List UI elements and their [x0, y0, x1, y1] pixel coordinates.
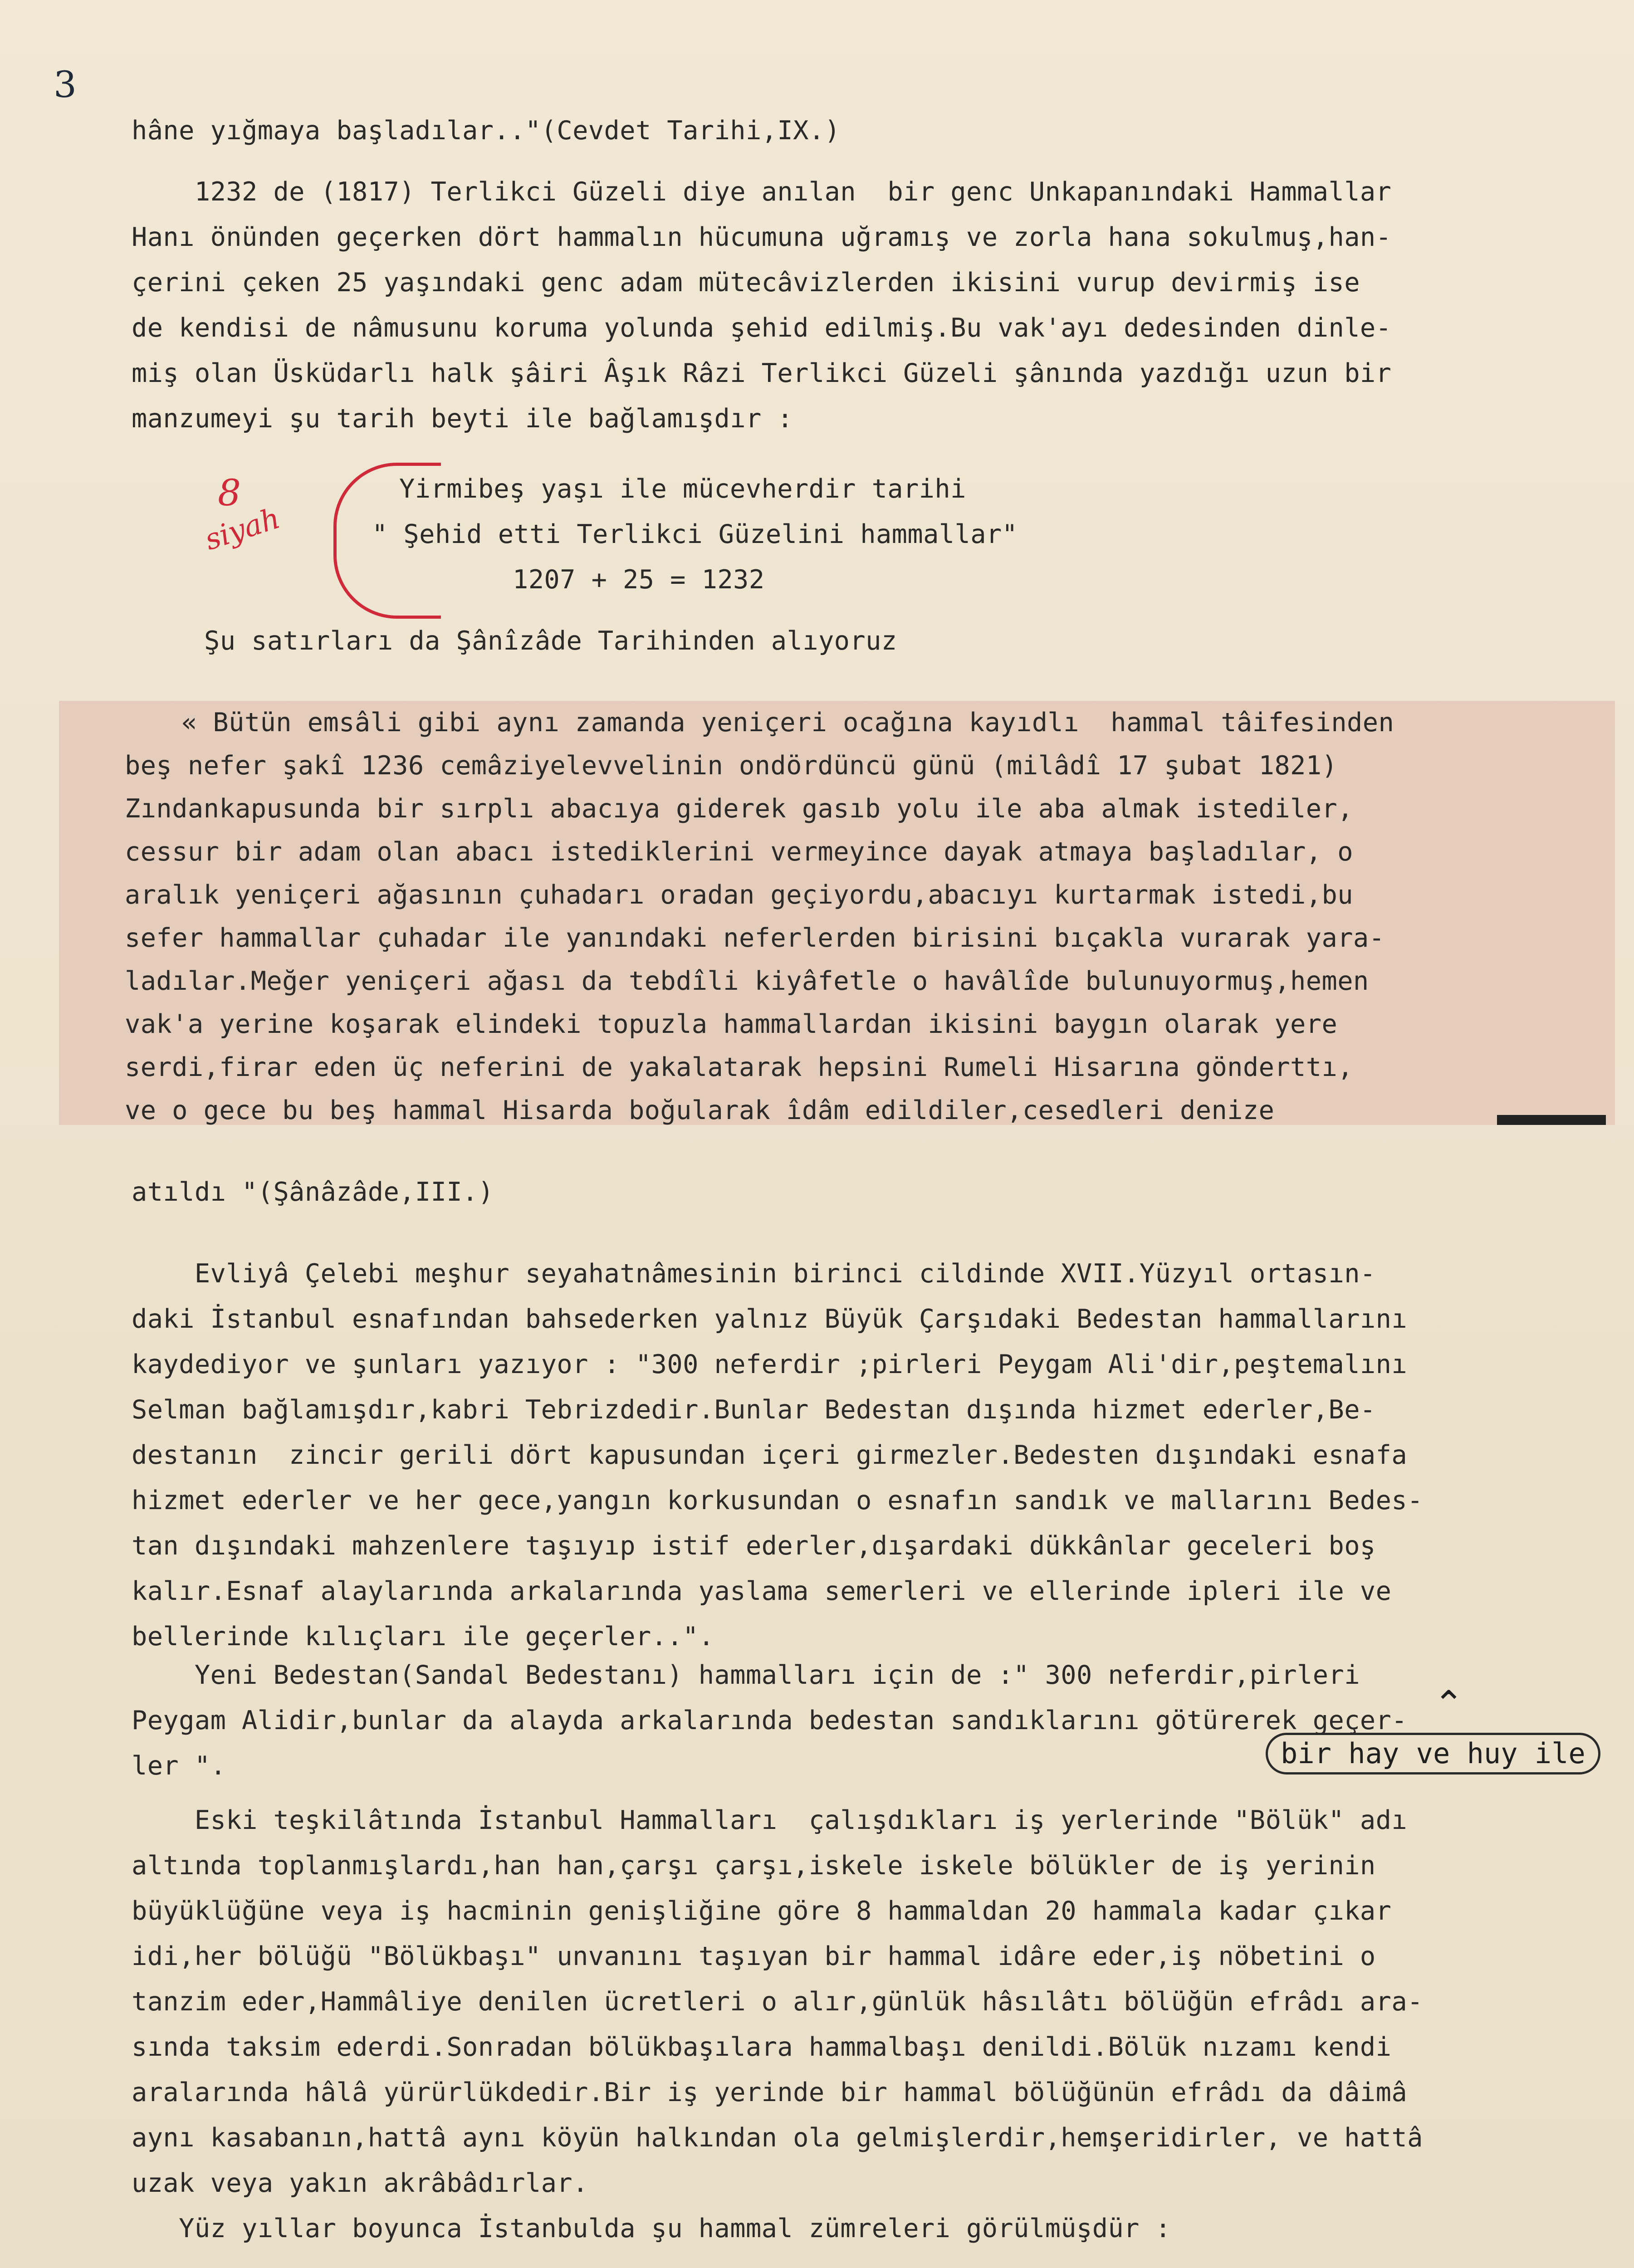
- text-line: idi,her bölüğü "Bölükbaşı" unvanını taşıyan bir hammal idâre eder,iş nöbetini o: [132, 1941, 1376, 1971]
- text-line: altında toplanmışlardı,han han,çarşı çarşı,iskele iskele bölükler de iş yerinin: [132, 1851, 1376, 1881]
- text-line: Hanı önünden geçerken dört hammalın hücumuna uğramış ve zorla hana sokulmuş,han-: [132, 222, 1392, 252]
- margin-note-number: 8: [218, 472, 241, 514]
- text-line: uzak veya yakın akrâbâdırlar.: [132, 2168, 588, 2198]
- strikethrough-mark: [1497, 1115, 1606, 1125]
- quote-line: Zındankapusunda bir sırplı abacıya giderek gasıb yolu ile aba almak istediler,: [125, 794, 1353, 824]
- text-line: büyüklüğüne veya iş hacminin genişliğine göre 8 hammaldan 20 hammala kadar çıkar: [132, 1896, 1392, 1926]
- text-line: hizmet ederler ve her gece,yangın korkusundan o esnafın sandık ve mallarını Bedes-: [132, 1486, 1423, 1515]
- quote-line: ve o gece bu beş hammal Hisarda boğularak îdâm edildiler,cesedleri denize: [125, 1095, 1275, 1125]
- text-line: aralarında hâlâ yürürlükdedir.Bir iş yerinde bir hammal bölüğünün efrâdı da dâimâ: [132, 2077, 1408, 2107]
- text-line: tan dışındaki mahzenlere taşıyıp istif ederler,dışardaki dükkânlar geceleri boş: [132, 1531, 1376, 1561]
- text-line: daki İstanbul esnafından bahsederken yalnız Büyük Çarşıdaki Bedestan hammallarını: [132, 1304, 1408, 1334]
- poem-date-line: 1207 + 25 = 1232: [513, 565, 765, 595]
- text-line: Eski teşkilâtında İstanbul Hammalları çalışdıkları iş yerlerinde "Bölük" adı: [132, 1805, 1408, 1835]
- handwritten-insertion: bir hay ve huy ile: [1266, 1733, 1600, 1774]
- text-line: 1232 de (1817) Terlikci Güzeli diye anılan bir genc Unkapanındaki Hammallar: [132, 177, 1392, 207]
- quote-line: « Bütün emsâli gibi aynı zamanda yeniçeri ocağına kayıdlı hammal tâifesinden: [181, 708, 1394, 738]
- text-line: bellerinde kılıçları ile geçerler..".: [132, 1622, 714, 1652]
- poem-line: Yirmibeş yaşı ile mücevherdir tarihi: [399, 474, 966, 504]
- text-line: sında taksim ederdi.Sonradan bölükbaşılara hammalbaşı denildi.Bölük nızamı kendi: [132, 2032, 1392, 2062]
- text-line: de kendisi de nâmusunu koruma yolunda şehid edilmiş.Bu vak'ayı dedesinden dinle-: [132, 313, 1392, 343]
- text-line: Evliyâ Çelebi meşhur seyahatnâmesinin birinci cildinde XVII.Yüzyıl ortasın-: [132, 1259, 1376, 1289]
- text-line: ler ".: [132, 1751, 226, 1781]
- text-line: manzumeyi şu tarih beyti ile bağlamışdır :: [132, 404, 793, 434]
- quote-line: beş nefer şakî 1236 cemâziyelevvelinin ondördüncü günü (milâdî 17 şubat 1821): [125, 751, 1338, 781]
- quote-line: sefer hammallar çuhadar ile yanındaki neferlerden birisini bıçakla vurarak yara-: [125, 923, 1385, 953]
- text-line: çerini çeken 25 yaşındaki genc adam mütecâvizlerden ikisini vurup devirmiş ise: [132, 268, 1360, 298]
- text-line: Selman bağlamışdır,kabri Tebrizdedir.Bunlar Bedestan dışında hizmet ederler,Be-: [132, 1395, 1376, 1425]
- text-line: aynı kasabanın,hattâ aynı köyün halkından ola gelmişlerdir,hemşeridirler, ve hattâ: [132, 2123, 1423, 2153]
- quote-line: cessur bir adam olan abacı istediklerini vermeyince dayak atmaya başladılar, o: [125, 837, 1353, 867]
- text-line: Yeni Bedestan(Sandal Bedestanı) hammalları için de :" 300 neferdir,pirleri: [132, 1660, 1360, 1690]
- quote-line: ladılar.Meğer yeniçeri ağası da tebdîli kiyâfetle o havâlîde bulunuyormuş,hemen: [125, 966, 1369, 996]
- text-line: miş olan Üsküdarlı halk şâiri Âşık Râzi Terlikci Güzeli şânında yazdığı uzun bir: [132, 358, 1392, 388]
- text-line: hâne yığmaya başladılar.."(Cevdet Tarihi,IX.): [132, 116, 841, 146]
- quote-line: vak'a yerine koşarak elindeki topuzla hammallardan ikisini baygın olarak yere: [125, 1009, 1338, 1039]
- quote-intro: Şu satırları da Şânîzâde Tarihinden alıyoruz: [204, 626, 897, 656]
- insertion-caret: ⌃: [1433, 1683, 1464, 1725]
- quote-end-line: atıldı "(Şânâzâde,III.): [132, 1177, 494, 1207]
- text-line: kaydediyor ve şunları yazıyor : "300 neferdir ;pirleri Peygam Ali'dir,peştemalını: [132, 1349, 1408, 1379]
- text-line: Peygam Alidir,bunlar da alayda arkalarında bedestan sandıklarını götürerek geçer-: [132, 1706, 1408, 1735]
- page-number: 3: [54, 64, 77, 106]
- text-line: kalır.Esnaf alaylarında arkalarında yaslama semerleri ve ellerinde ipleri ile ve: [132, 1576, 1392, 1606]
- poem-line: " Şehid etti Terlikci Güzelini hammallar": [372, 519, 1018, 549]
- quote-line: aralık yeniçeri ağasının çuhadarı oradan geçiyordu,abacıyı kurtarmak istedi,bu: [125, 880, 1353, 910]
- text-line: destanın zincir gerili dört kapusundan içeri girmezler.Bedesten dışındaki esnafa: [132, 1440, 1408, 1470]
- text-line: Yüz yıllar boyunca İstanbulda şu hammal zümreleri görülmüşdür :: [132, 2214, 1171, 2244]
- text-line: tanzim eder,Hammâliye denilen ücretleri o alır,günlük hâsılâtı bölüğün efrâdı ara-: [132, 1987, 1423, 2017]
- margin-note-word: siyah: [201, 501, 284, 557]
- quote-line: serdi,firar eden üç neferini de yakalatarak hepsini Rumeli Hisarına gönderttı,: [125, 1052, 1353, 1082]
